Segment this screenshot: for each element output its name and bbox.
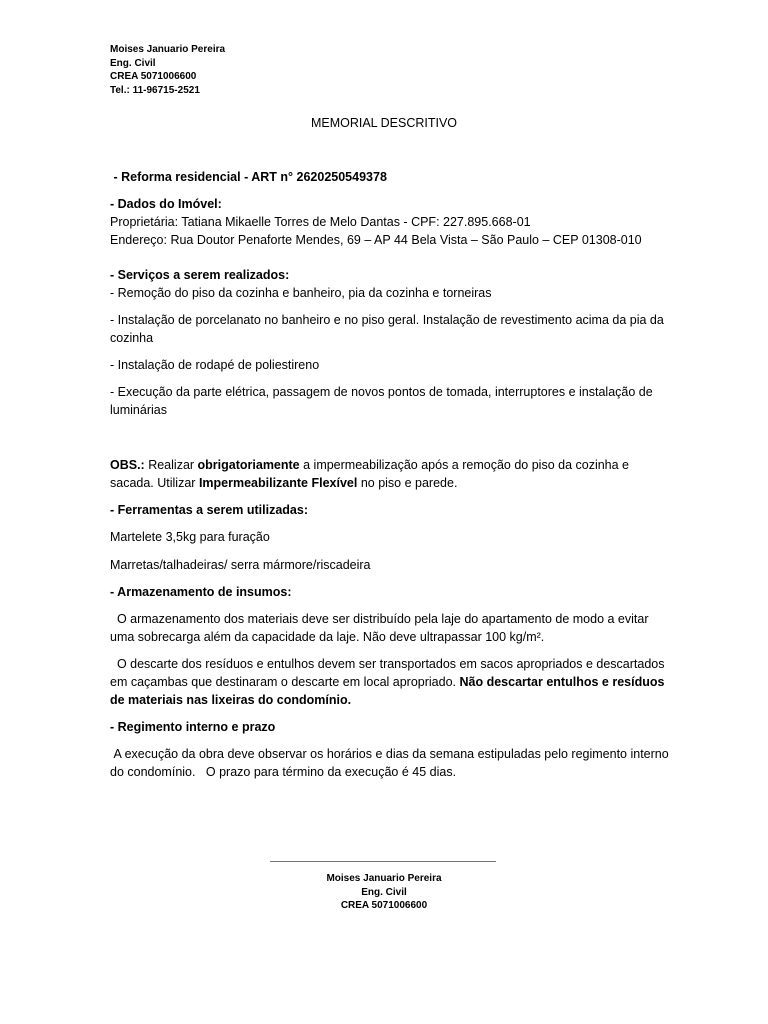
obs-label: OBS.:	[110, 458, 145, 472]
servico-item: - Remoção do piso da cozinha e banheiro, pia da cozinha e torneiras	[110, 286, 492, 300]
servico-item: - Instalação de rodapé de poliestireno	[110, 358, 320, 372]
header-name: Moises Januario Pereira	[110, 44, 226, 55]
armazenamento-heading: - Armazenamento de insumos:	[110, 585, 292, 599]
endereco-line: Endereço: Rua Doutor Penaforte Mendes, 69 – AP 44 Bela Vista – São Paulo – CEP 01308-010	[110, 233, 642, 247]
descarte-paragraph	[110, 655, 670, 709]
signature-block	[0, 872, 768, 913]
obs-product: Impermeabilizante Flexível	[198, 476, 358, 490]
ferramentas-heading: - Ferramentas a serem utilizadas:	[110, 503, 308, 517]
descarte-warning: Não descartar entulhos e resíduos de materiais nas lixeiras do condomínio.	[110, 675, 668, 707]
servico-item: - Instalação de porcelanato no banheiro e no piso geral. Instalação de revestimento acima da pia da cozinha	[110, 313, 664, 345]
proprietaria-line: Proprietária: Tatiana Mikaelle Torres de Melo Dantas - CPF: 227.895.668-01	[110, 215, 531, 229]
ferramenta-item: Martelete 3,5kg para furação	[110, 530, 270, 544]
signature-line	[270, 861, 496, 862]
ferramenta-item: Marretas/talhadeiras/ serra mármore/riscadeira	[110, 558, 371, 572]
regimento-paragraph: A execução da obra deve observar os horários e dias da semana estipuladas pelo regimento interno do condomínio. O prazo para término da execução é 45 dias.	[110, 747, 673, 779]
servicos-heading: - Serviços a serem realizados:	[110, 268, 290, 282]
obs-emphasis: obrigatoriamente	[197, 458, 300, 472]
reforma-heading: - Reforma residencial - ART n° 2620250549378	[110, 170, 387, 184]
header-crea: CREA 5071006600	[110, 71, 197, 82]
signature-crea: CREA 5071006600	[340, 900, 428, 911]
header-role: Eng. Civil	[110, 57, 156, 69]
regimento-heading: - Regimento interno e prazo	[110, 720, 276, 734]
obs-text: a impermeabilização após a remoção do piso da cozinha e sacada. Utilizar	[110, 458, 629, 490]
obs-text: Realizar	[144, 458, 198, 472]
header-tel: Tel.: 11-96715-2521	[110, 84, 200, 96]
header-block	[110, 43, 225, 97]
obs-paragraph	[110, 456, 670, 492]
descarte-text: O descarte dos resíduos e entulhos devem ser transportados em sacos apropriados e descartados em caçambas que destinaram o descarte em local apropriado.	[110, 657, 668, 689]
dados-heading: - Dados do Imóvel:	[110, 197, 222, 211]
document-title: MEMORIAL DESCRITIVO	[310, 116, 458, 130]
armazenamento-paragraph: O armazenamento dos materiais deve ser distribuído pela laje do apartamento de modo a evitar uma sobrecarga além da capacidade da laje. Não deve ultrapassar 100 kg/m².	[110, 612, 652, 644]
signature-role: Eng. Civil	[361, 886, 407, 898]
obs-text: no piso e parede.	[357, 476, 458, 490]
signature-name: Moises Januario Pereira	[326, 873, 442, 884]
servico-item: - Execução da parte elétrica, passagem de novos pontos de tomada, interruptores e instalação de luminárias	[110, 385, 653, 417]
